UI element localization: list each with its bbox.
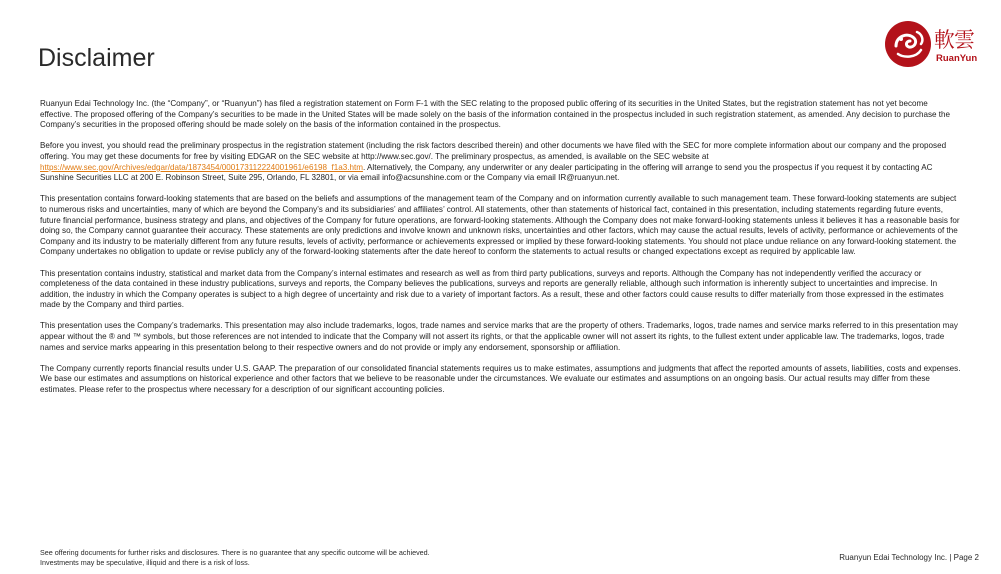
footer-line-2: Investments may be speculative, illiquid and there is a risk of loss. <box>40 558 250 567</box>
prospectus-text-before: Before you invest, you should read the preliminary prospectus in the registration statement (including the risk factors described therein) and other documents we have filed with the SEC for more complete information about our company and the proposed offering. You may get these documents for free by visiting EDGAR on the SEC website at http://www.sec.gov/. The preliminary prospectus, as amended, is available on the SEC website at <box>40 141 947 161</box>
page-title: Disclaimer <box>38 44 155 72</box>
paragraph-market-data: This presentation contains industry, statistical and market data from the Company’s internal estimates and research as well as from third party publications, surveys and reports. Although the Company has not independently verified the accuracy or completeness of the data contained in these industry publications, surveys and reports, the Company believes the publications, surveys and reports are generally reliable, although such information is inherently subject to uncertainties and imprecise. In addition, the industry in which the Company operates is subject to a high degree of uncertainty and risk due to a variety of important factors. As a result, these and other factors could cause results to differ materially from those expressed in the estimates made by the Company and third parties. <box>40 268 944 310</box>
paragraph-forward-looking: This presentation contains forward-looking statements that are based on the beliefs and assumptions of the management team of the Company and on information currently available to such management team. These forward-looking statements are subject to numerous risks and uncertainties, many of which are beyond the Company’s and its subsidiaries’ and affiliates’ control. All statements, other than statements of historical fact, contained in this presentation, including statements regarding future events, future financial performance, business strategy and plans, and objectives of the Company for future operations, are forward-looking statements. Although the Company does not make forward-looking statements unless it believes it has a reasonable basis for doing so, the Company cannot guarantee their accuracy. These statements are only predictions and involve known and unknown risks, uncertainties and other factors, which may cause the actual results, levels of activity, performance or achievements of the Company and its industry to be materially different from any future results, levels of activity, performance or achievements expressed or implied by these forward-looking statements. You should not place undue reliance on any forward-looking statement. the Company undertakes no obligation to update or revise publicly any of the forward-looking statements after the date hereof to conform the statements to actual results or changed expectations except as required by applicable law. <box>40 194 960 257</box>
disclaimer-body <box>40 99 962 406</box>
paragraph-gaap: The Company currently reports financial results under U.S. GAAP. The preparation of our consolidated financial statements requires us to make estimates, assumptions and judgments that affect the reported amounts of assets, liabilities, costs and expenses. We base our estimates and assumptions on historical experience and other factors that we believe to be reasonable under the circumstances. We evaluate our estimates and assumptions on an ongoing basis. Our actual results may differ from these estimates. Please refer to the prospectus where necessary for a description of our significant accounting policies. <box>40 363 961 395</box>
ruanyun-cloud-logo-icon <box>884 20 932 68</box>
company-logo <box>884 20 980 70</box>
sec-filing-link[interactable]: https://www.sec.gov/Archives/edgar/data/1873454/000173112224001961/e6198_f1a3.htm <box>40 162 363 172</box>
paragraph-trademarks: This presentation uses the Company’s trademarks. This presentation may also include trademarks, logos, trade names and service marks that are the property of others. Trademarks, logos, trade names and service marks referred to in this presentation may appear without the ® and ™ symbols, but those references are not intended to indicate that the Company will not assert its rights, or that the applicable owner will not assert its rights, to the fullest extent under applicable law. The trademarks, logos, trade names and service marks appearing in this presentation belong to their respective owners and do not provide or imply any endorsement, sponsorship or affiliation. <box>40 321 958 352</box>
paragraph-registration: Ruanyun Edai Technology Inc. (the “Company”, or “Ruanyun”) has filed a registration statement on Form F-1 with the SEC relating to the proposed public offering of its securities in the United States, but the registration statement has not yet become effective. The proposed offering of the Company’s securities to be made in the United States will be made solely on the basis of the information contained in the prospectus included in such registration statement, as amended. Any decision to purchase the Company’s securities in the proposed offering should be made solely on the basis of the information contained in the prospectus. <box>40 99 951 130</box>
paragraph-prospectus <box>40 141 962 183</box>
footer-line-1: See offering documents for further risks and disclosures. There is no guarantee that any specific outcome will be achieved. <box>40 548 430 557</box>
footer-disclosure <box>40 548 430 568</box>
logo-english-text: RuanYun <box>936 53 978 64</box>
prospectus-text-after: . Alternatively, the Company, any underwriter or any dealer participating in the offering will arrange to send you the prospectus if you request it by contacting AC Sunshine Securities LLC at 200 E. Robinson Street, Suite 295, Orlando, FL 32801, or via email info@acsunshine.com or the Company via email IR@ruanyun.net. <box>40 162 933 183</box>
page-number-label: Ruanyun Edai Technology Inc. | Page 2 <box>839 553 979 562</box>
logo-chinese-text: 軟雲 <box>934 28 974 52</box>
